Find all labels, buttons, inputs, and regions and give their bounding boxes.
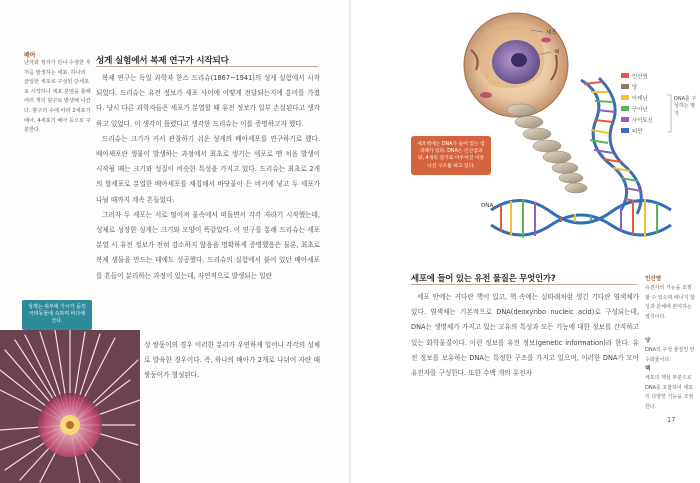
sea-urchin-photo [0,330,140,483]
sidebar-term: 배아 [24,52,36,59]
paragraph-3: 그러자 두 세포는 서로 떨어져 물속에서 떠돌면서 각각 자라기 시작했는데, 성체로 성장한 성게는 크기와 모양이 똑같았다. 이 연구를 통해 드리슈는 세포 분열 시 유전 정보가 전혀 감소하지 않음을 명확하게 증명했음은 물론, 최초로 복제 생물을 만드는 데에도 성공했다. 드리슈의 실험에서 붙어 있던 배아세포를 흔들어 분리하는 과정이 있는데, 자연적으로 발생되는 일란 [96,210,320,280]
base-label-cytosine: 사이토신 [632,118,653,124]
glossary-term: 핵 [645,366,651,372]
section-title: 성게 실험에서 복제 연구가 시작되다 [96,56,229,66]
paragraph-2: 드리슈는 크기가 커서 관찰하기 쉬운 성게의 배아세포를 연구하기로 했다. 배아세포란 생물이 발생하는 과정에서 최초로 생기는 세포로 맨 처음 발생이 시작될 때는 크기와 성질이 비슷한 특성을 가지고 있다. 드리슈는 최초로 2개의 할세포로 분열한 배아세포를 채집해서 바닷물이 든 비커에 넣고 두 세포가 나뉠 때까지 계속 흔들었다. [96,134,320,204]
glossary-nucleus [645,364,695,412]
title-rule-2 [411,284,637,285]
label-nucleus: 핵 [554,50,560,56]
photo-caption: 성게는 피부에 가시가 돋친 극피동물에 속하며 바다에 산다. [22,300,92,330]
section-title-2: 세포에 들어 있는 유전 물질은 무엇인가? [411,273,556,283]
left-page [0,0,349,483]
cell-dna-illustration [351,0,700,255]
glossary-desc: DNA의 구성 물질인 탄수화물이다. [645,347,695,363]
body-text [96,71,320,284]
glossary-term: 인산염 [645,276,662,282]
paragraph-1: 복제 연구는 독일 과학자 한스 드리슈(1867~1941)의 성게 실험에서 시작되었다. 드리슈는 유전 정보가 세포 사이에 어떻게 전달되는지에 흥미를 가졌다. 당시 다른 과학자들은 세포가 분열할 때 유전 정보가 일부 손실된다고 생각하고 있었다. 이 생각이 틀렸다고 생각한 드리슈는 이를 증명하고자 했다. [96,74,320,128]
glossary-desc: 세포의 핵심 부분으로 DNA를 포함하여 세포의 다양한 기능을 조절한다. [645,375,694,410]
base-label-adenine: 아데닌 [632,96,648,102]
label-cell: 세포 [546,30,557,36]
paragraph-right: 세포 안에는 커다란 핵이 있고, 핵 속에는 실타래처럼 생긴 기다란 염색체가 있다. 염색체는 기본적으로 DNA(deoxyribo nucleic acid)로 구성되는데, DNA는 생명체가 가지고 있는 고유의 특성과 모든 기능에 대한 정보를 간직하고 있는 화학물질이다. 이런 정보를 유전 정보(genetic information)라 한다. 유전 정보를 보유하는 DNA는 특정한 구조를 가지고 있으며, 이러한 DNA가 모여 유전자를 구성한다. 또한 수백 개의 유전자 [411,293,639,378]
glossary-term: 당 [645,338,651,344]
sidebar-definition: 난자와 정자가 만나 수정한 후 처음 발생하는 세포. 하나의 균일한 세포로 구성된 단세포로 시작하나 세포 분열을 통해 여러 개의 할구로 발생해 나간다. 할구의 수에 따라 2세포기 배아, 4세포기 배아 등으로 구분한다. [24,60,91,134]
base-label-phosphate: 인산염 [632,74,648,80]
body-text-right [411,290,639,381]
base-label-sugar: 당 [632,85,638,91]
glossary-sugar [645,336,695,365]
title-rule [96,66,318,67]
page-number: 17 [667,416,676,424]
dna-note-box: 세포핵에는 DNA가 들어 있는 염색체가 있다. DNA는 인산염과 당, 4개의 염기로 이루어진 이중 나선 구조를 하고 있다. [411,136,491,175]
label-dna: DNA [481,203,494,209]
base-group-label: DNA를 구성하는 염기 [674,96,697,117]
glossary-desc: 유전자의 기능을 조절할 수 있으며 에너지 합성과 분해에 관여하는 염기이다. [645,285,695,320]
right-page [351,0,700,483]
base-label-guanine: 구아닌 [632,107,648,113]
glossary-phosphate [645,274,695,322]
base-label-thymine: 티민 [632,129,643,135]
paragraph-tail: 성 쌍둥이의 경우 이러한 분리가 우연하게 일어나 각각의 성체로 발육한 경우이다. 즉, 하나의 배아가 2개로 나뉘어 자란 때 쌍둥이가 형성된다. [144,341,321,380]
